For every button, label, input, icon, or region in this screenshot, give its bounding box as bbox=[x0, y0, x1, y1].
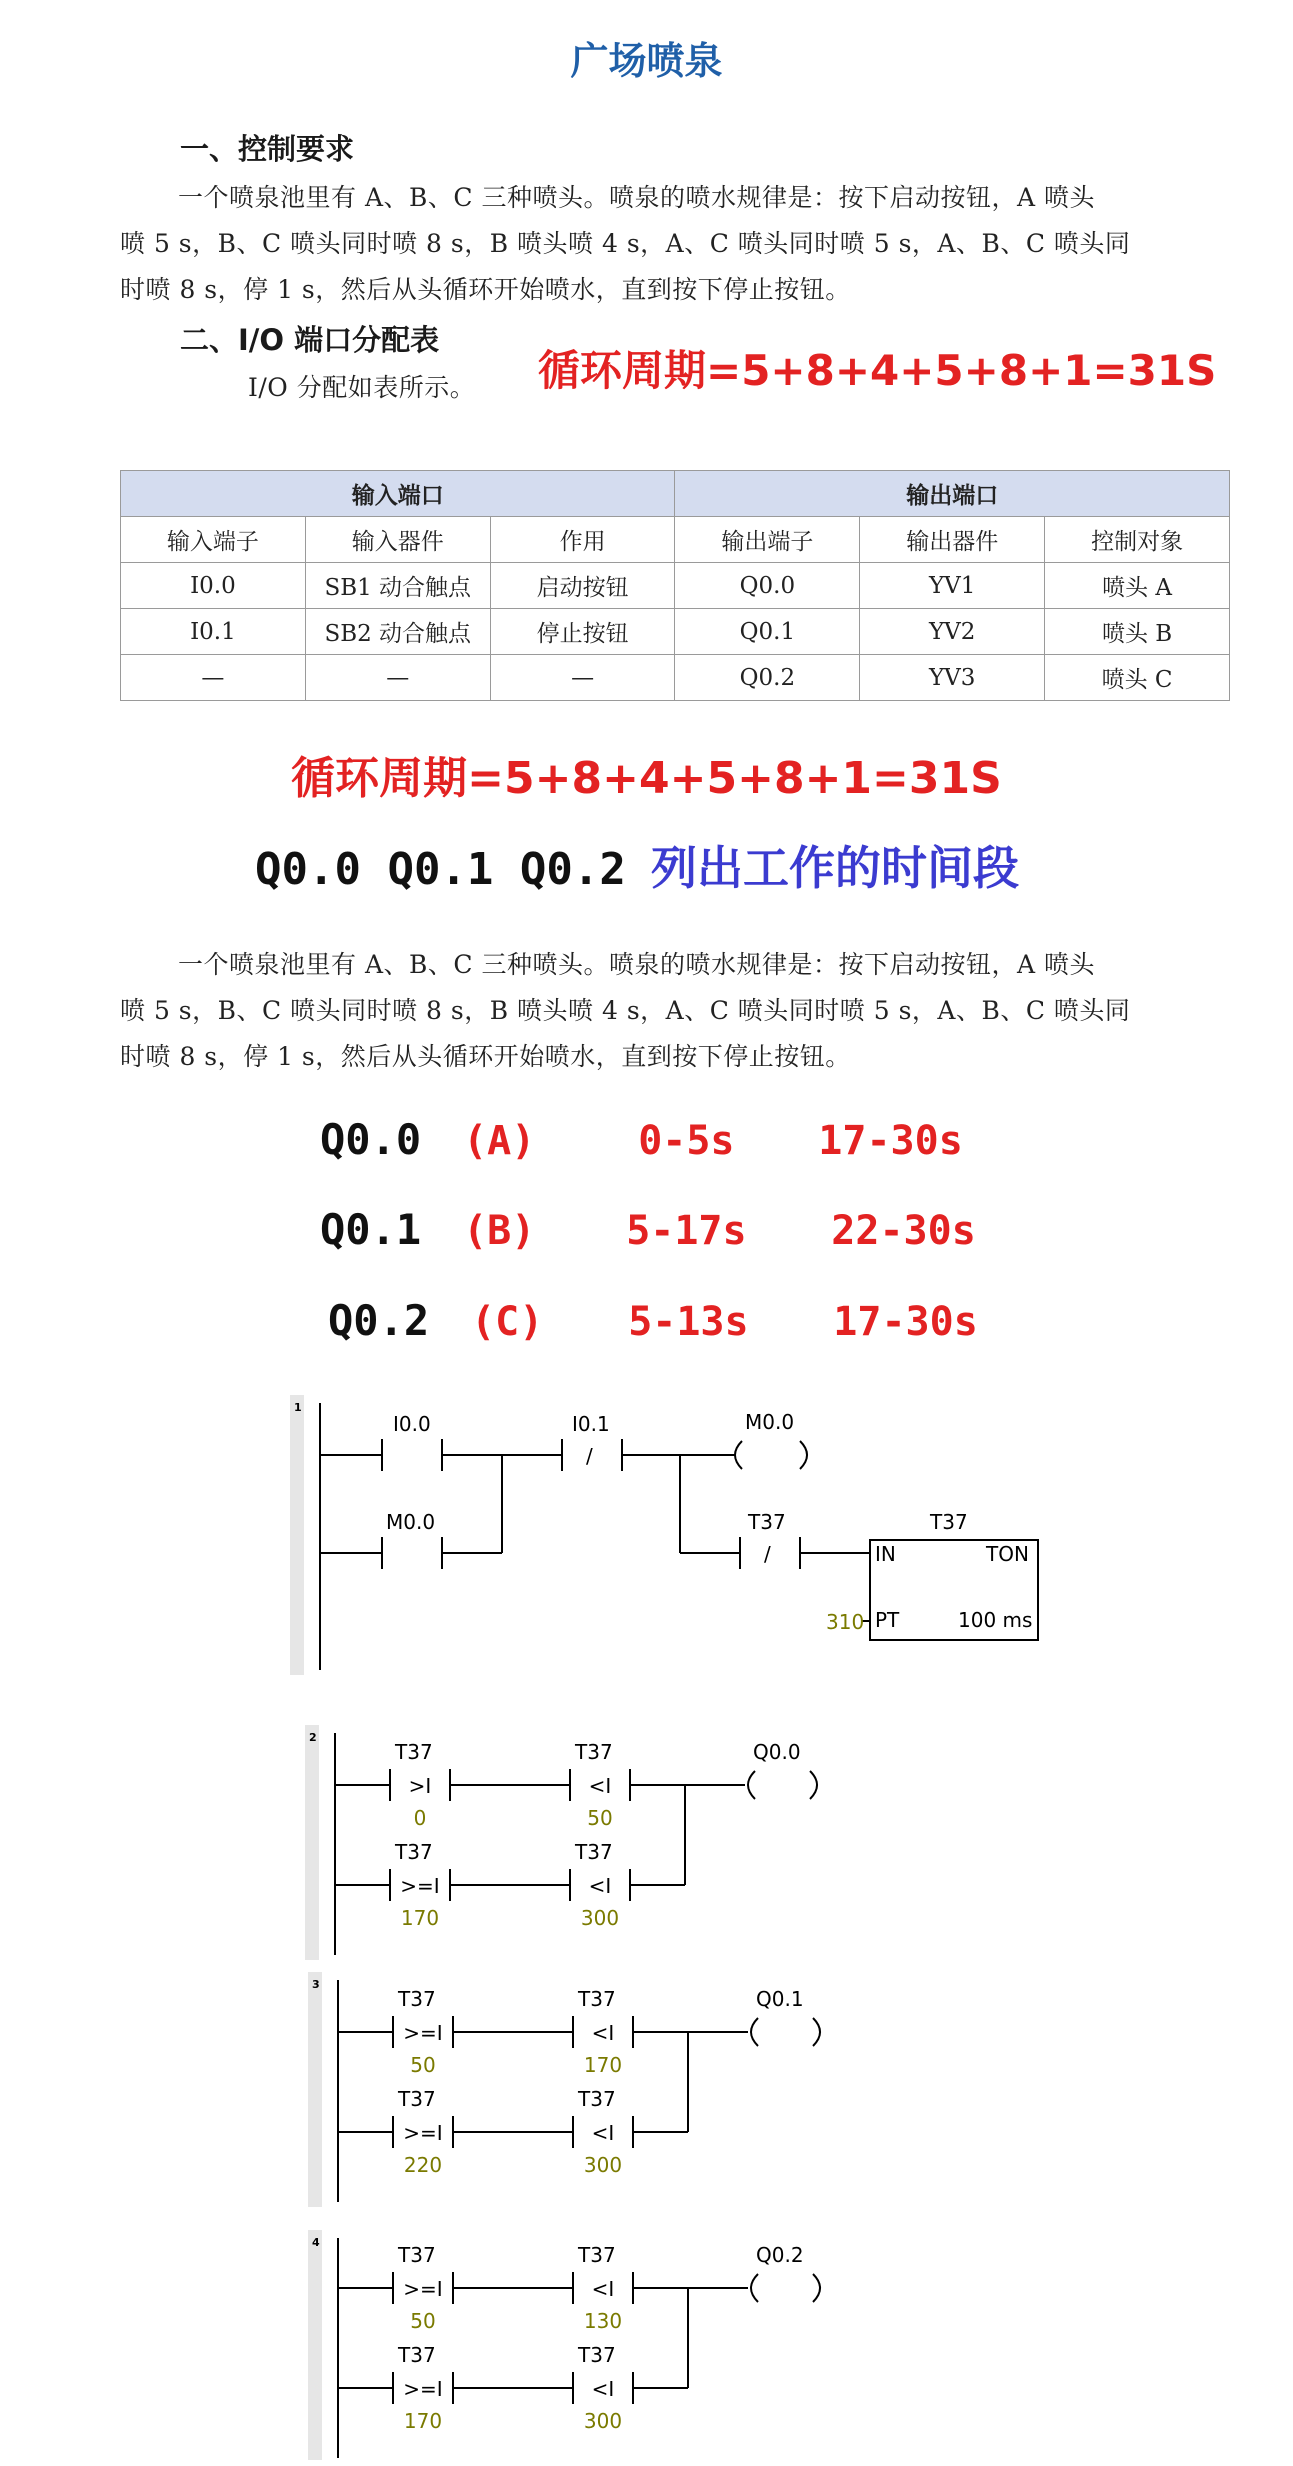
timer-type: TON bbox=[986, 1542, 1029, 1566]
section1-heading: 一、控制要求 bbox=[180, 132, 355, 166]
timer-base: 100 ms bbox=[958, 1608, 1033, 1632]
compare-operator: <I bbox=[591, 2277, 615, 2301]
compare-operator: <I bbox=[588, 1774, 612, 1798]
timer-pt: PT bbox=[875, 1608, 900, 1632]
compare-value: 220 bbox=[403, 2153, 443, 2177]
table-cell: Q0.2 bbox=[675, 655, 860, 701]
table-cell: 启动按钮 bbox=[490, 563, 675, 609]
network-rail bbox=[308, 1972, 322, 2207]
table-column-header bbox=[121, 517, 1230, 563]
compare-operand: T37 bbox=[398, 1987, 436, 2011]
output-coil bbox=[751, 2274, 758, 2302]
timing-output: Q0.1 bbox=[320, 1205, 422, 1254]
outputs-line bbox=[255, 832, 1019, 898]
timer-name: T37 bbox=[930, 1510, 968, 1534]
timing-row bbox=[328, 1296, 978, 1345]
table-cell: 喷头 B bbox=[1045, 609, 1230, 655]
timing-range: 5-17s bbox=[626, 1208, 747, 1254]
contact-label: I0.1 bbox=[572, 1412, 610, 1436]
timing-range: 0-5s bbox=[638, 1118, 735, 1164]
network-rail bbox=[305, 1725, 319, 1960]
table-cell: Q0.1 bbox=[675, 609, 860, 655]
contact-label: T37 bbox=[748, 1510, 786, 1534]
compare-operand: T37 bbox=[395, 1740, 433, 1764]
compare-operator: >=I bbox=[403, 2121, 443, 2145]
compare-operator: <I bbox=[588, 1874, 612, 1898]
compare-row bbox=[335, 1840, 685, 1930]
timing-range: 5-13s bbox=[628, 1299, 749, 1345]
timer-in: IN bbox=[875, 1542, 896, 1566]
output-coil bbox=[751, 2018, 758, 2046]
output-ports-header: 输出端口 bbox=[675, 471, 1230, 517]
compare-operand: T37 bbox=[575, 1840, 613, 1864]
coil-label: Q0.2 bbox=[756, 2243, 804, 2267]
cycle-annotation: 循环周期=5+8+4+5+8+1=31S bbox=[538, 346, 1217, 395]
nc-symbol: / bbox=[764, 1542, 771, 1566]
timer-preset-value: 310 bbox=[826, 1610, 865, 1634]
compare-operator: <I bbox=[591, 2121, 615, 2145]
column-header: 输入端子 bbox=[121, 517, 306, 563]
compare-operator: <I bbox=[591, 2021, 615, 2045]
compare-row bbox=[338, 2087, 688, 2177]
compare-value: 170 bbox=[403, 2409, 443, 2433]
compare-operator: >I bbox=[408, 1774, 432, 1798]
column-header: 作用 bbox=[490, 517, 675, 563]
compare-value: 170 bbox=[400, 1906, 440, 1930]
compare-operator: <I bbox=[591, 2377, 615, 2401]
table-cell: SB2 动合触点 bbox=[305, 609, 490, 655]
table-cell: — bbox=[121, 655, 306, 701]
compare-value: 300 bbox=[583, 2153, 623, 2177]
table-cell: 喷头 C bbox=[1045, 655, 1230, 701]
table-cell: YV2 bbox=[860, 609, 1045, 655]
compare-row bbox=[335, 1740, 745, 1830]
compare-operator: >=I bbox=[400, 1874, 440, 1898]
cycle-annotation-2: 循环周期=5+8+4+5+8+1=31S bbox=[291, 753, 1002, 804]
paragraph-line: 一个喷泉池里有 A、B、C 三种喷头。喷泉的喷水规律是：按下启动按钮，A 喷头 bbox=[178, 183, 1095, 212]
compare-operand: T37 bbox=[578, 2087, 616, 2111]
compare-value: 170 bbox=[583, 2053, 623, 2077]
coil-m00 bbox=[735, 1441, 742, 1469]
table-row bbox=[121, 655, 1230, 701]
network-rail bbox=[308, 2230, 322, 2460]
ladder-network-1 bbox=[290, 1395, 1050, 1675]
timing-nozzle: (B) bbox=[463, 1208, 536, 1254]
network-rail bbox=[290, 1395, 304, 1675]
network-number: 1 bbox=[294, 1401, 302, 1414]
compare-value: 0 bbox=[413, 1806, 427, 1830]
table-cell: — bbox=[490, 655, 675, 701]
contact-label: I0.0 bbox=[393, 1412, 431, 1436]
outputs-hint: 列出工作的时间段 bbox=[650, 841, 1019, 895]
compare-row bbox=[338, 2343, 688, 2433]
timing-row bbox=[320, 1115, 963, 1164]
column-header: 输入器件 bbox=[305, 517, 490, 563]
outputs-list: Q0.0 Q0.1 Q0.2 bbox=[255, 844, 626, 895]
table-cell: — bbox=[305, 655, 490, 701]
network-number: 4 bbox=[312, 2236, 320, 2249]
io-assignment-table bbox=[120, 470, 1230, 701]
compare-value: 50 bbox=[410, 2309, 436, 2333]
ladder-network-2 bbox=[305, 1725, 865, 1960]
compare-operand: T37 bbox=[575, 1740, 613, 1764]
timing-row bbox=[320, 1205, 976, 1254]
table-cell: Q0.0 bbox=[675, 563, 860, 609]
column-header: 输出端子 bbox=[675, 517, 860, 563]
compare-operand: T37 bbox=[395, 1840, 433, 1864]
timing-range: 17-30s bbox=[833, 1299, 978, 1345]
compare-operand: T37 bbox=[398, 2087, 436, 2111]
table-cell: 停止按钮 bbox=[490, 609, 675, 655]
compare-value: 50 bbox=[410, 2053, 436, 2077]
table-cell: YV1 bbox=[860, 563, 1045, 609]
compare-operand: T37 bbox=[398, 2243, 436, 2267]
compare-operator: >=I bbox=[403, 2021, 443, 2045]
paragraph-line: 时喷 8 s，停 1 s，然后从头循环开始喷水，直到按下停止按钮。 bbox=[120, 1042, 851, 1071]
table-cell: SB1 动合触点 bbox=[305, 563, 490, 609]
table-row bbox=[121, 563, 1230, 609]
timing-nozzle: (C) bbox=[471, 1299, 544, 1345]
io-table-note: I/O 分配如表所示。 bbox=[248, 373, 476, 402]
network-number: 2 bbox=[309, 1731, 317, 1744]
section2-heading: 二、I/O 端口分配表 bbox=[180, 323, 440, 357]
compare-row bbox=[338, 2243, 748, 2333]
paragraph-line: 时喷 8 s，停 1 s，然后从头循环开始喷水，直到按下停止按钮。 bbox=[120, 275, 851, 304]
compare-value: 130 bbox=[583, 2309, 623, 2333]
column-header: 输出器件 bbox=[860, 517, 1045, 563]
ladder-network-3 bbox=[308, 1972, 868, 2207]
compare-row bbox=[338, 1987, 748, 2077]
compare-value: 300 bbox=[583, 2409, 623, 2433]
paragraph-line: 一个喷泉池里有 A、B、C 三种喷头。喷泉的喷水规律是：按下启动按钮，A 喷头 bbox=[178, 950, 1095, 979]
coil-label: M0.0 bbox=[745, 1410, 795, 1434]
network-number: 3 bbox=[312, 1978, 320, 1991]
timing-output: Q0.2 bbox=[328, 1296, 430, 1345]
compare-operand: T37 bbox=[398, 2343, 436, 2367]
paragraph-line: 喷 5 s，B、C 喷头同时喷 8 s，B 喷头喷 4 s，A、C 喷头同时喷 5 s，A、B、C 喷头同 bbox=[120, 229, 1131, 258]
contact-label: M0.0 bbox=[386, 1510, 436, 1534]
control-requirements-paragraph bbox=[120, 175, 1230, 313]
column-header: 控制对象 bbox=[1045, 517, 1230, 563]
coil-label: Q0.0 bbox=[753, 1740, 801, 1764]
compare-operand: T37 bbox=[578, 2343, 616, 2367]
timing-range: 22-30s bbox=[831, 1208, 976, 1254]
compare-value: 50 bbox=[587, 1806, 613, 1830]
compare-operand: T37 bbox=[578, 1987, 616, 2011]
compare-operand: T37 bbox=[578, 2243, 616, 2267]
ladder-network-4 bbox=[308, 2230, 868, 2460]
table-group-header bbox=[121, 471, 1230, 517]
compare-value: 300 bbox=[580, 1906, 620, 1930]
output-coil bbox=[748, 1771, 755, 1799]
compare-operator: >=I bbox=[403, 2377, 443, 2401]
paragraph-line: 喷 5 s，B、C 喷头同时喷 8 s，B 喷头喷 4 s，A、C 喷头同时喷 5 s，A、B、C 喷头同 bbox=[120, 996, 1131, 1025]
table-cell: 喷头 A bbox=[1045, 563, 1230, 609]
repeat-paragraph bbox=[120, 942, 1230, 1080]
timing-output: Q0.0 bbox=[320, 1115, 422, 1164]
coil-label: Q0.1 bbox=[756, 1987, 804, 2011]
table-cell: I0.0 bbox=[121, 563, 306, 609]
compare-operator: >=I bbox=[403, 2277, 443, 2301]
input-ports-header: 输入端口 bbox=[121, 471, 675, 517]
table-row bbox=[121, 609, 1230, 655]
table-cell: I0.1 bbox=[121, 609, 306, 655]
page-title: 广场喷泉 bbox=[570, 39, 723, 83]
timing-range: 17-30s bbox=[818, 1118, 963, 1164]
table-cell: YV3 bbox=[860, 655, 1045, 701]
nc-symbol: / bbox=[586, 1444, 593, 1468]
timing-nozzle: (A) bbox=[463, 1118, 536, 1164]
